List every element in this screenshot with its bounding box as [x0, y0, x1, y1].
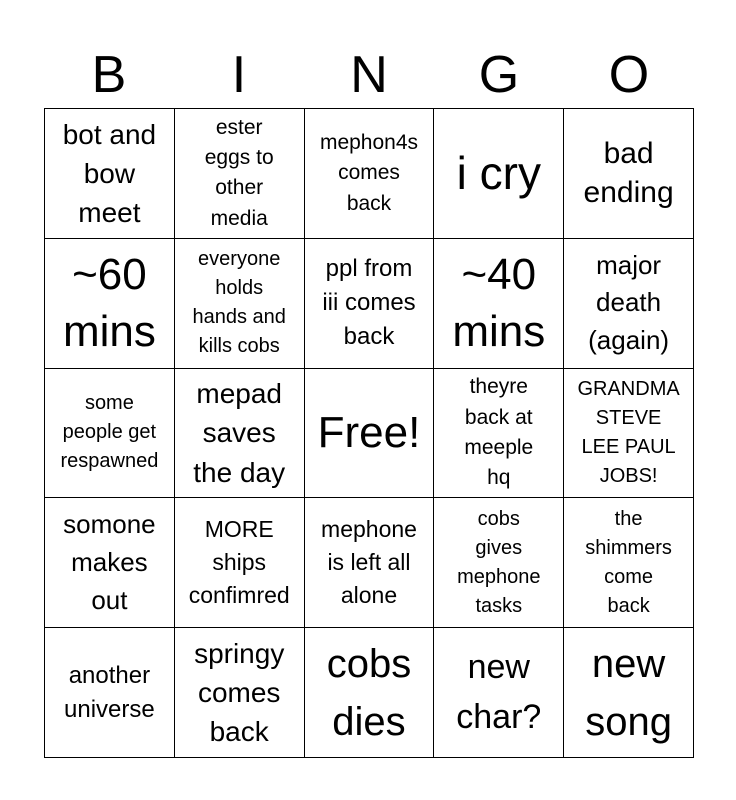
cell-text: somone makes out [63, 509, 156, 615]
free-space[interactable] [305, 369, 435, 499]
cell-text: mepad saves the day [193, 378, 286, 488]
bingo-cell[interactable] [564, 109, 694, 239]
cell-text: ester eggs to other media [204, 115, 274, 230]
cell-text: new char? [456, 648, 542, 736]
cell-text: mephone is left all alone [321, 515, 417, 609]
bingo-cell[interactable] [45, 498, 175, 628]
cell-text: theyre back at meeple hq [464, 375, 534, 490]
bingo-cell[interactable] [564, 239, 694, 369]
bingo-cell[interactable] [564, 498, 694, 628]
cell-text: ~60 mins [62, 250, 156, 357]
bingo-cell[interactable] [175, 369, 305, 499]
bingo-cell[interactable] [564, 369, 694, 499]
bingo-cell[interactable] [175, 239, 305, 369]
bingo-cell[interactable] [305, 109, 435, 239]
cell-text: springy comes back [194, 637, 285, 748]
cell-text: major death (again) [588, 249, 670, 356]
bingo-cell[interactable] [434, 369, 564, 499]
cell-text: mephon4s comes back [319, 130, 419, 215]
bingo-cell[interactable] [175, 498, 305, 628]
bingo-board [44, 108, 694, 758]
bingo-cell[interactable] [305, 498, 435, 628]
cell-text: some people get respawned [60, 392, 159, 473]
bingo-cell[interactable] [175, 109, 305, 239]
free-space-label: Free! [317, 408, 421, 458]
header-letter-g: G [478, 46, 520, 104]
bingo-cell[interactable] [45, 369, 175, 499]
cell-text: i cry [456, 146, 541, 199]
cell-text: new song [585, 641, 672, 744]
bingo-cell[interactable] [564, 628, 694, 758]
header-letter-n: N [350, 46, 388, 104]
bingo-cell[interactable] [434, 239, 564, 369]
cell-text: GRANDMA STEVE LEE PAUL JOBS! [577, 377, 680, 487]
bingo-cell[interactable] [45, 628, 175, 758]
bingo-cell[interactable] [45, 239, 175, 369]
cell-text: the shimmers come back [585, 507, 672, 617]
header-letter-o: O [608, 46, 650, 104]
cell-text: MORE ships confimred [188, 515, 290, 609]
cell-text: bad ending [583, 137, 674, 210]
bingo-header [44, 42, 694, 108]
bingo-cell[interactable] [434, 628, 564, 758]
cell-text: ppl from iii comes back [322, 255, 416, 351]
cell-text: bot and bow meet [62, 118, 157, 228]
cell-text: ~40 mins [452, 250, 546, 357]
bingo-cell[interactable] [434, 498, 564, 628]
bingo-cell[interactable] [434, 109, 564, 239]
header-letter-b: B [91, 46, 127, 104]
bingo-cell[interactable] [305, 239, 435, 369]
bingo-cell[interactable] [305, 628, 435, 758]
cell-text: cobs dies [326, 641, 412, 744]
header-letter-i: I [231, 46, 247, 104]
cell-text: cobs gives mephone tasks [457, 507, 541, 617]
cell-text: everyone holds hands and kills cobs [192, 248, 286, 358]
bingo-cell[interactable] [45, 109, 175, 239]
cell-text: another universe [64, 661, 155, 723]
bingo-cell[interactable] [175, 628, 305, 758]
